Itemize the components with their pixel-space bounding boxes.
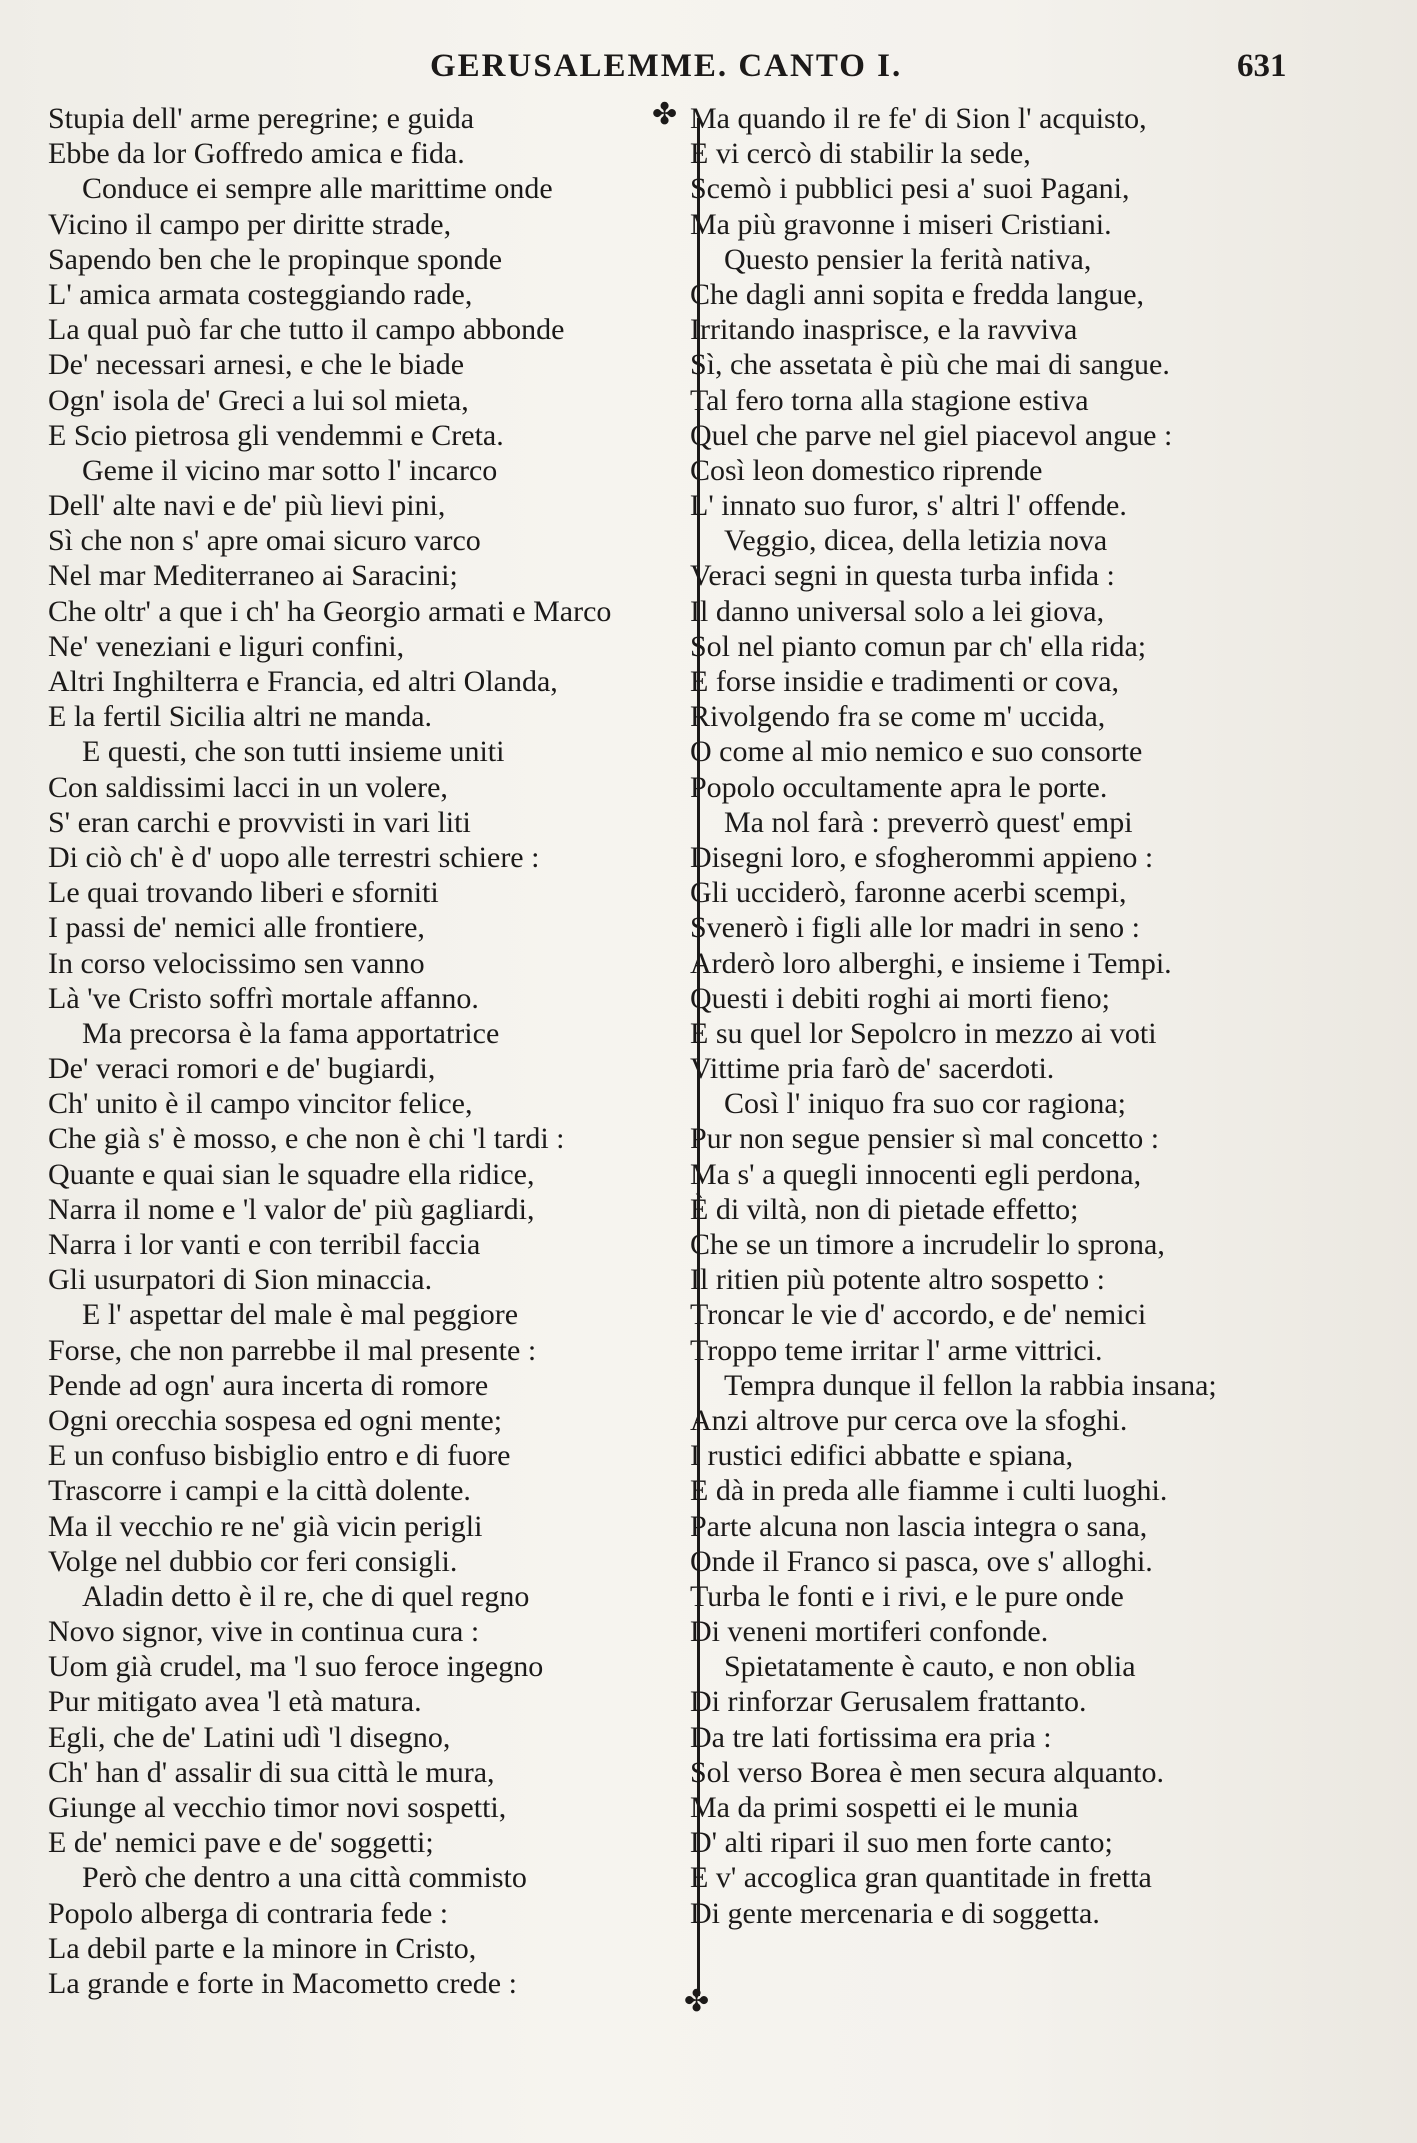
page-number: 631 [1237,48,1287,84]
verse-line: Sol nel pianto comun par ch' ella rida; [690,629,1147,663]
verse-line: Egli, che de' Latini udì 'l disegno, [48,1720,451,1754]
verse-line: Rivolgendo fra se come m' uccida, [690,700,1106,734]
verse-line: E questi, che son tutti insieme uniti [82,735,505,769]
verse-line: Che oltr' a que i ch' ha Georgio armati e Marco [48,594,612,628]
verse-line: De' veraci romori e de' bugiardi, [48,1052,436,1086]
verse-line: Conduce ei sempre alle marittime onde [82,172,553,206]
verse-line: Arderò loro alberghi, e insieme i Tempi. [690,946,1172,980]
verse-line: Parte alcuna non lascia integra o sana, [690,1509,1148,1543]
verse-line: Onde il Franco si pasca, ove s' alloghi. [690,1544,1153,1578]
verse-line: Che se un timore a incrudelir lo sprona, [690,1228,1165,1261]
verse-line: Altri Inghilterra e Francia, ed altri Olanda, [48,665,558,698]
verse-line: Di veneni mortiferi confonde. [690,1615,1049,1649]
running-title: GERUSALEMME. CANTO I. [430,48,903,84]
verse-line: E la fertil Sicilia altri ne manda. [48,700,433,734]
verse-line: E su quel lor Sepolcro in mezzo ai voti [690,1016,1157,1050]
verse-line: Stupia dell' arme peregrine; e guida [48,102,475,135]
verse-line: Troncar le vie d' accordo, e de' nemici [690,1298,1147,1332]
flower-ornament-icon: ✤ [684,1984,710,2019]
verse-line: La grande e forte in Macometto crede : [48,1966,517,2000]
verse-line: Geme il vicino mar sotto l' incarco [82,453,498,487]
verse-line: Il ritien più potente altro sospetto : [690,1263,1105,1297]
verse-line: Troppo teme irritar l' arme vittrici. [690,1333,1103,1367]
verse-line: Così leon domestico riprende [690,453,1043,487]
verse-line: Questo pensier la ferità nativa, [724,242,1092,276]
verse-line: O come al mio nemico e suo consorte [690,735,1143,769]
verse-line: Con saldissimi lacci in un volere, [48,770,448,804]
verse-line: Tempra dunque il fellon la rabbia insana; [724,1368,1217,1402]
verse-line: Là 've Cristo soffrì mortale affanno. [48,981,479,1015]
verse-line: Tal fero torna alla stagione estiva [690,383,1089,417]
verse-line: I rustici edifici abbatte e spiana, [690,1439,1074,1473]
verse-line: Pende ad ogn' aura incerta di romore [48,1368,489,1402]
verse-line: L' amica armata costeggiando rade, [48,277,473,311]
verse-line: Ogn' isola de' Greci a lui sol mieta, [48,383,469,417]
verse-line: Spietatamente è cauto, e non oblia [724,1650,1136,1684]
verse-line: E forse insidie e tradimenti or cova, [690,665,1120,698]
verse-line: E v' accoglica gran quantitade in fretta [690,1861,1152,1895]
verse-line: L' innato suo furor, s' altri l' offende. [690,489,1127,523]
verse-line: Ne' veneziani e liguri confini, [48,629,405,663]
verse-line: Narra i lor vanti e con terribil faccia [48,1228,481,1261]
verse-line: Ma il vecchio re ne' già vicin perigli [48,1509,483,1543]
page-header [0,48,1417,92]
verse-line: Aladin detto è il re, che di quel regno [82,1579,530,1613]
verse-line: Forse, che non parrebbe il mal presente : [48,1333,537,1367]
verse-line: Ma nol farà : preverrò quest' empi [724,805,1133,839]
verse-line: Nel mar Mediterraneo ai Saracini; [48,559,458,593]
verse-line: Pur mitigato avea 'l età matura. [48,1685,422,1719]
verse-line: Giunge al vecchio timor novi sospetti, [48,1791,507,1824]
verse-line: Disegni loro, e sfogherommi appieno : [690,840,1154,874]
verse-line: D' alti ripari il suo men forte canto; [690,1826,1113,1860]
verse-line: Vittime pria farò de' sacerdoti. [690,1052,1055,1086]
verse-line: Le quai trovando liberi e sforniti [48,876,439,910]
verse-line: Scemò i pubblici pesi a' suoi Pagani, [690,172,1130,206]
verse-line: Ch' han d' assalir di sua città le mura, [48,1755,495,1789]
verse-line: Veraci segni in questa turba infida : [690,559,1115,593]
verse-line: La debil parte e la minore in Cristo, [48,1931,477,1965]
verse-line: Dell' alte navi e de' più lievi pini, [48,489,446,523]
verse-line: E un confuso bisbiglio entro e di fuore [48,1439,511,1473]
verse-line: E dà in preda alle fiamme i culti luoghi. [690,1474,1168,1508]
verse-line: Turba le fonti e i rivi, e le pure onde [690,1579,1124,1613]
verse-line: Popolo alberga di contraria fede : [48,1896,449,1930]
left-text-column [48,97,688,2001]
verse-line: Svenerò i figli alle lor madri in seno : [690,911,1140,945]
verse-line: E de' nemici pave e de' soggetti; [48,1826,434,1860]
verse-line: La qual può far che tutto il campo abbonde [48,313,565,347]
verse-line: Trascorre i campi e la città dolente. [48,1474,471,1508]
verse-line: Però che dentro a una città commisto [82,1861,527,1895]
verse-line: Di ciò ch' è d' uopo alle terrestri schiere : [48,840,540,874]
verse-line: Pur non segue pensier sì mal concetto : [690,1122,1160,1156]
verse-line: Ch' unito è il campo vincitor felice, [48,1087,473,1121]
flower-ornament-icon: ✤ [652,97,678,132]
right-text-column [690,101,1330,1931]
verse-line: Sì, che assetata è più che mai di sangue. [690,348,1170,382]
verse-line: Volge nel dubbio cor feri consigli. [48,1544,458,1578]
verse-line: I passi de' nemici alle frontiere, [48,911,425,945]
verse-line: Veggio, dicea, della letizia nova [724,524,1108,558]
verse-line: E Scio pietrosa gli vendemmi e Creta. [48,418,504,452]
verse-line: Questi i debiti roghi ai morti fieno; [690,981,1110,1015]
verse-line: Di rinforzar Gerusalem frattanto. [690,1685,1087,1719]
verse-line: Il danno universal solo a lei giova, [690,594,1105,628]
verse-line: Ogni orecchia sospesa ed ogni mente; [48,1403,503,1437]
verse-line: Ma da primi sospetti ei le munia [690,1791,1079,1824]
verse-line: Gli ucciderò, faronne acerbi scempi, [690,876,1127,910]
verse-line: E vi cercò di stabilir la sede, [690,137,1031,171]
verse-line: Sol verso Borea è men secura alquanto. [690,1755,1165,1789]
verse-line: Che dagli anni sopita e fredda langue, [690,277,1145,311]
verse-line: Vicino il campo per diritte strade, [48,207,452,241]
verse-line: Quel che parve nel giel piacevol angue : [690,418,1173,452]
verse-line: Sapendo ben che le propinque sponde [48,242,503,276]
verse-line: Novo signor, vive in continua cura : [48,1615,480,1649]
verse-line: Uom già crudel, ma 'l suo feroce ingegno [48,1650,544,1684]
verse-line: E l' aspettar del male è mal peggiore [82,1298,519,1332]
verse-line: Ma s' a quegli innocenti egli perdona, [690,1157,1142,1191]
verse-line: Di gente mercenaria e di soggetta. [690,1896,1100,1930]
verse-line: Quante e quai sian le squadre ella ridice, [48,1157,535,1191]
verse-line: Narra il nome e 'l valor de' più gagliardi, [48,1192,535,1226]
verse-line: Popolo occultamente apra le porte. [690,770,1108,804]
verse-line: Ma quando il re fe' di Sion l' acquisto, [690,102,1147,135]
verse-line: Ma precorsa è la fama apportatrice [82,1016,500,1050]
verse-line: In corso velocissimo sen vanno [48,946,425,980]
verse-line: Irritando inasprisce, e la ravviva [690,313,1078,347]
verse-line: S' eran carchi e provvisti in vari liti [48,805,471,839]
verse-line: Ebbe da lor Goffredo amica e fida. [48,137,465,171]
verse-line: De' necessari arnesi, e che le biade [48,348,465,382]
verse-line: Da tre lati fortissima era pria : [690,1720,1052,1754]
verse-line: Così l' iniquo fra suo cor ragiona; [724,1087,1126,1121]
verse-line: Che già s' è mosso, e che non è chi 'l tardi : [48,1122,565,1156]
verse-line: Anzi altrove pur cerca ove la sfoghi. [690,1403,1128,1437]
verse-line: Sì che non s' apre omai sicuro varco [48,524,481,558]
verse-line: È di viltà, non di pietade effetto; [690,1192,1079,1226]
verse-line: Ma più gravonne i miseri Cristiani. [690,207,1112,241]
verse-line: Gli usurpatori di Sion minaccia. [48,1263,433,1297]
